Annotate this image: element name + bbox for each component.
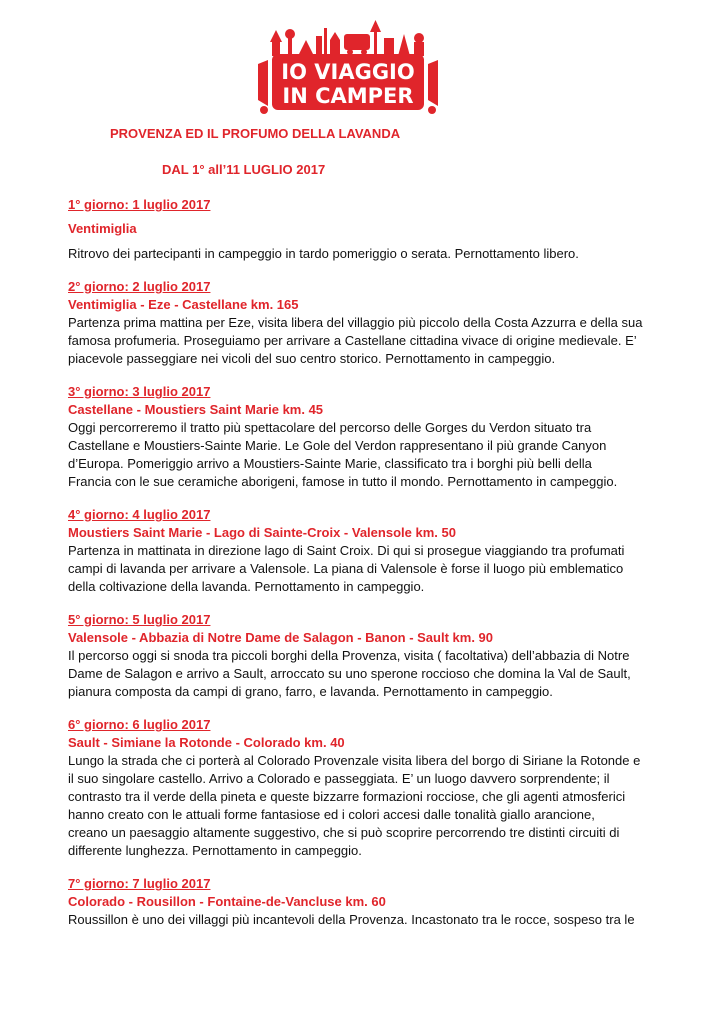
description-line: Oggi percorreremo il tratto più spettacolare del percorso delle Gorges du Verdon situato tra — [68, 420, 592, 435]
description-line: Ritrovo dei partecipanti in campeggio in tardo pomeriggio o serata. Pernottamento libero. — [68, 246, 579, 261]
document-dates: DAL 1° all’11 LUGLIO 2017 — [162, 162, 326, 177]
description-line: famosa profumeria. Proseguiamo per arrivare a Castellane cittadina vivace di origine medievale. E’ — [68, 333, 637, 348]
day-title: 7° giorno: 7 luglio 2017 — [68, 876, 211, 891]
description-line: Francia con le sue ceramiche aborigeni, famose in tutto il mondo. Pernottamento in campeggio. — [68, 474, 618, 489]
day-route: Moustiers Saint Marie - Lago di Sainte-Croix - Valensole km. 50 — [68, 525, 456, 540]
day-title: 5° giorno: 5 luglio 2017 — [68, 612, 211, 627]
day-description — [68, 752, 668, 860]
description-line: il suo singolare castello. Arrivo a Colorado e passeggiata. E’ un luogo davvero sorprendente; il — [68, 771, 610, 786]
description-line: della coltivazione della lavanda. Pernottamento in campeggio. — [68, 579, 425, 594]
description-line: d’Europa. Pomeriggio arrivo a Moustiers-Sainte Marie, classificato tra i borghi più belli della — [68, 456, 592, 471]
day-5 — [68, 611, 668, 701]
description-line: Partenza in mattinata in direzione lago di Saint Croix. Di qui si prosegue viaggiando tra profumati — [68, 543, 625, 558]
day-7 — [68, 875, 668, 929]
day-description — [68, 647, 668, 701]
day-4 — [68, 506, 668, 596]
day-title: 3° giorno: 3 luglio 2017 — [68, 384, 211, 399]
day-title: 1° giorno: 1 luglio 2017 — [68, 197, 211, 212]
day-description — [68, 911, 668, 929]
description-line: hanno creato con le attuali forme fantasiose ed i colori accesi dalle tonalità giallo arancione, — [68, 807, 595, 822]
description-line: Partenza prima mattina per Eze, visita libera del villaggio più piccolo della Costa Azzurra e della sua — [68, 315, 643, 330]
logo-line-1: IO VIAGGIO — [281, 60, 415, 84]
description-line: campi di lavanda per arrivare a Valensole. La piana di Valensole è forse il luogo più emblematico — [68, 561, 624, 576]
day-route: Sault - Simiane la Rotonde - Colorado km. 40 — [68, 735, 345, 750]
logo-line-2: IN CAMPER — [282, 84, 414, 108]
description-line: Roussillon è uno dei villaggi più incantevoli della Provenza. Incastonato tra le rocce, sospeso tra le — [68, 912, 635, 927]
day-1 — [68, 196, 668, 263]
day-description — [68, 419, 668, 491]
day-description — [68, 314, 668, 368]
description-line: contrasto tra il verde della pineta e queste bizzarre formazioni rocciose, che gli agenti atmosferici — [68, 789, 626, 804]
day-route: Ventimiglia — [68, 221, 137, 236]
description-line: piacevole passeggiare nei vicoli del suo centro storico. Pernottamento in campeggio. — [68, 351, 556, 366]
description-line: Dame de Salagon e arrivo a Sault, arroccato su uno sperone roccioso che domina la Val de Sault, — [68, 666, 631, 681]
description-line: pianura composta da campi di grano, farro, e lavanda. Pernottamento in campeggio. — [68, 684, 553, 699]
description-line: Castellane e Moustiers-Sainte Marie. Le Gole del Verdon rappresentano il più grande Canyon — [68, 438, 607, 453]
io-viaggio-in-camper-logo — [258, 20, 438, 116]
day-route: Ventimiglia - Eze - Castellane km. 165 — [68, 297, 299, 312]
description-line: differente lunghezza. Pernottamento in campeggio. — [68, 843, 362, 858]
day-description — [68, 542, 668, 596]
description-line: Il percorso oggi si snoda tra piccoli borghi della Provenza, visita ( facoltativa) dell’abbazia di Notre — [68, 648, 630, 663]
day-title: 4° giorno: 4 luglio 2017 — [68, 507, 211, 522]
itinerary — [68, 196, 668, 944]
description-line: creano un paesaggio altamente suggestivo, che si può scoprire percorrendo tre distinti circuiti di — [68, 825, 620, 840]
day-6 — [68, 716, 668, 860]
day-route: Valensole - Abbazia di Notre Dame de Salagon - Banon - Sault km. 90 — [68, 630, 494, 645]
day-route: Castellane - Moustiers Saint Marie km. 45 — [68, 402, 324, 417]
day-title: 6° giorno: 6 luglio 2017 — [68, 717, 211, 732]
day-3 — [68, 383, 668, 491]
day-route: Colorado - Rousillon - Fontaine-de-Vancluse km. 60 — [68, 894, 386, 909]
day-2 — [68, 278, 668, 368]
description-line: Lungo la strada che ci porterà al Colorado Provenzale visita libera del borgo di Siriane la Rotonde e — [68, 753, 641, 768]
day-description — [68, 245, 668, 263]
document-title: PROVENZA ED IL PROFUMO DELLA LAVANDA — [110, 126, 401, 141]
day-title: 2° giorno: 2 luglio 2017 — [68, 279, 211, 294]
